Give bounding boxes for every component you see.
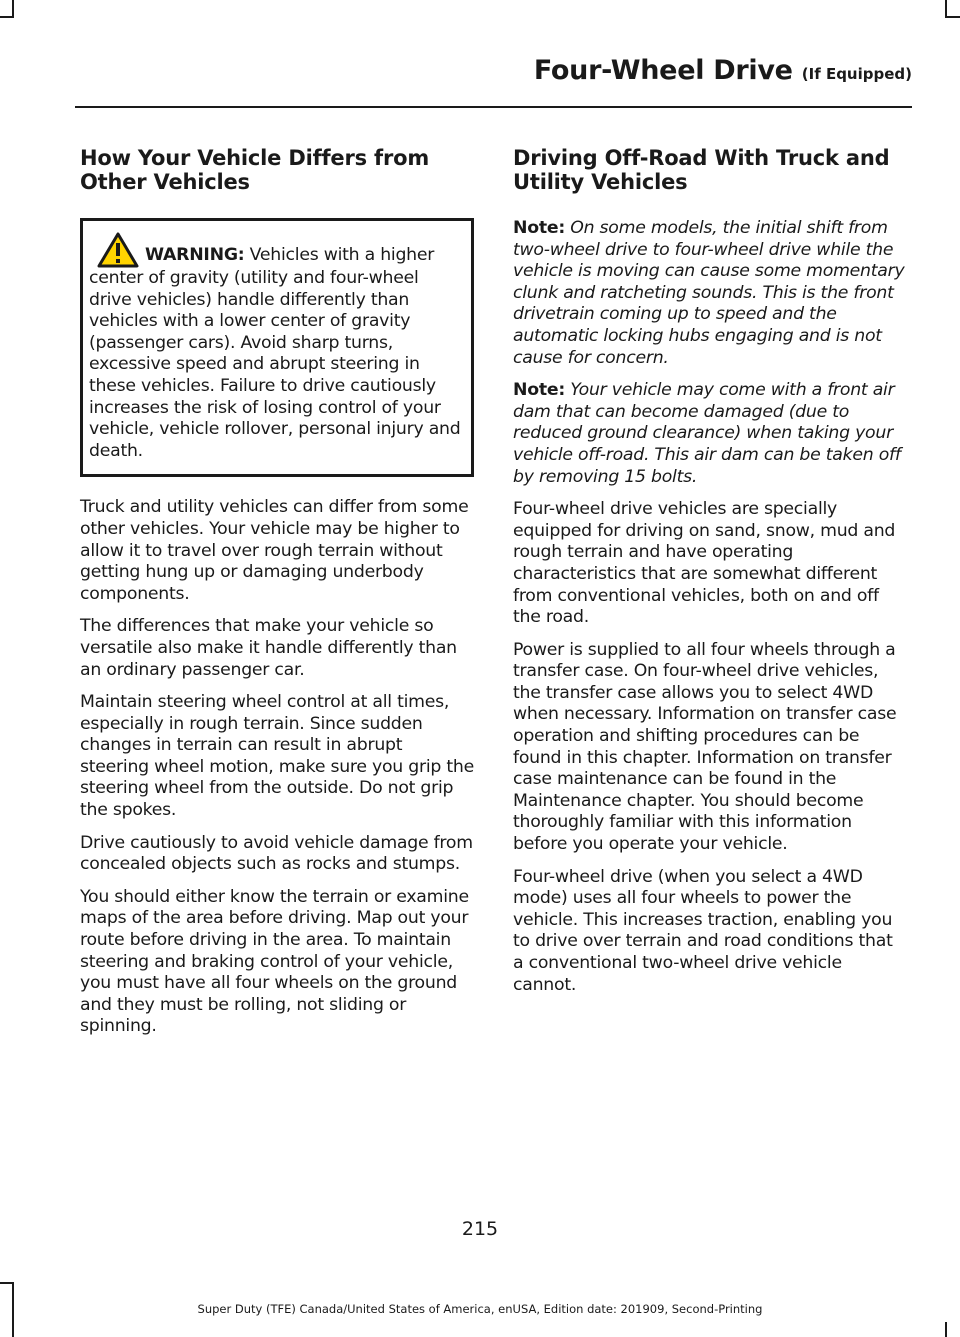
note-text: On some models, the initial shift from two-wheel drive to four-wheel drive while the vehicle is moving can cause some momentary clunk and ratcheting sounds. This is the front drivetrain coming up to speed and the automatic locking hubs engaging and is not cause for concern. xyxy=(513,218,905,368)
note-label: Note: xyxy=(513,218,565,238)
paragraph: Four-wheel drive vehicles are specially equipped for driving on sand, snow, mud and rough terrain and have operating characteristics that are somewhat different from conventional vehicles, both on and off the road. xyxy=(513,499,896,628)
right-column xyxy=(513,146,907,1007)
warning-label: WARNING: xyxy=(145,245,245,265)
paragraph: The differences that make your vehicle so versatile also make it handle differently than an ordinary passenger car. xyxy=(80,616,457,680)
left-column xyxy=(80,146,474,1049)
crop-mark-top-left-horizontal xyxy=(0,16,14,18)
note-paragraph xyxy=(513,380,907,488)
crop-mark-bottom-left-horizontal xyxy=(0,1282,14,1284)
chapter-title xyxy=(534,55,912,86)
paragraph: Drive cautiously to avoid vehicle damage from concealed objects such as rocks and stumps. xyxy=(80,832,473,875)
section-heading-differences: How Your Vehicle Differs from Other Vehicles xyxy=(80,146,430,194)
paragraph: You should either know the terrain or examine maps of the area before driving. Map out your route before driving in the area. To maintain steering and braking control of your vehicle, you must have all four wheels on the ground and they must be rolling, not sliding or spinning. xyxy=(80,886,469,1037)
page-number: 215 xyxy=(461,1218,499,1240)
note-label: Note: xyxy=(513,380,565,401)
note-paragraph xyxy=(513,218,907,369)
crop-mark-bottom-right-vertical xyxy=(945,1322,947,1337)
warning-triangle-icon xyxy=(97,232,139,268)
warning-box xyxy=(80,218,474,477)
chapter-title-subtitle: (If Equipped) xyxy=(801,65,912,83)
section-heading-off-road: Driving Off-Road With Truck and Utility Vehicles xyxy=(513,146,890,194)
warning-text: Vehicles with a higher center of gravity (utility and four-wheel drive vehicles) handle differently than vehicles with a lower center of gravity (passenger cars). Avoid sharp turns, excessive speed and abrupt steering in these vehicles. Failure to drive cautiously increases the risk of losing control of your vehicle, vehicle rollover, personal injury and death. xyxy=(89,245,461,461)
paragraph: Truck and utility vehicles can differ from some other vehicles. Your vehicle may be higher to allow it to travel over rough terrain without getting hung up or damaging underbody components. xyxy=(80,497,469,604)
crop-mark-top-right-horizontal xyxy=(945,16,960,18)
paragraph: Maintain steering wheel control at all times, especially in rough terrain. Since sudden changes in terrain can result in abrupt steering wheel motion, make sure you grip the steering wheel from the outside. Do not grip the spokes. xyxy=(80,692,474,821)
paragraph: Power is supplied to all four wheels through a transfer case. On four-wheel drive vehicles, the transfer case allows you to select 4WD when necessary. Information on transfer case operation and shifting procedures can be found in this chapter. Information on transfer case maintenance can be found in the Maintenance chapter. You should become thoroughly familiar with this information before you operate your vehicle. xyxy=(513,639,897,855)
header-rule xyxy=(75,106,912,108)
warning-text-block xyxy=(89,232,463,462)
paragraph: Four-wheel drive (when you select a 4WD mode) uses all four wheels to power the vehicle. This increases traction, enabling you to drive over terrain and road conditions that a conventional two-wheel drive vehicle cannot. xyxy=(513,866,893,995)
chapter-title-main: Four-Wheel Drive xyxy=(533,55,793,86)
note-text: Your vehicle may come with a front air dam that can become damaged (due to reduced ground clearance) when taking your vehicle off-road. This air dam can be taken off by removing 15 bolts. xyxy=(513,380,901,487)
edition-footer: Super Duty (TFE) Canada/United States of America, enUSA, Edition date: 201909, Second-Printing xyxy=(197,1302,763,1316)
